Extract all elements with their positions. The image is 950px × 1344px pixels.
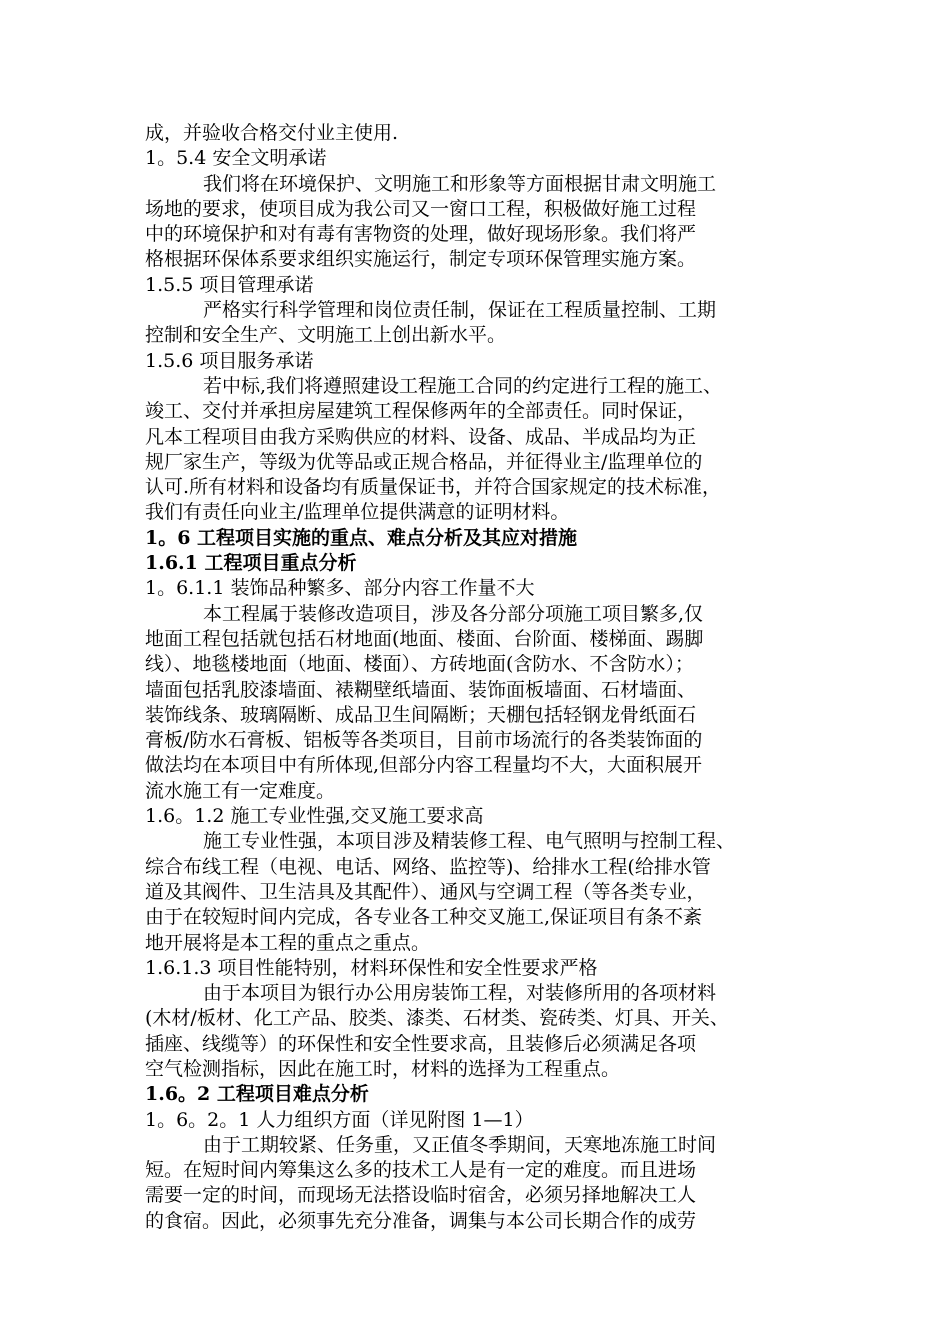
section-heading-1-6: 1。6 工程项目实施的重点、难点分析及其应对措施 [145,526,578,549]
body-text-line: 规厂家生产，等级为优等品或正规合格品，并征得业主/监理单位的 [145,450,703,473]
body-text-line: 的食宿。因此，必须事先充分准备，调集与本公司长期合作的成劳 [145,1209,697,1232]
body-text-line: 格根据环保体系要求组织实施运行，制定专项环保管理实施方案。 [145,248,697,271]
body-text-line: 认可.所有材料和设备均有质量保证书，并符合国家规定的技术标准， [145,476,722,499]
section-heading-1-5-4: 1。5.4 安全文明承诺 [145,147,327,170]
body-text-line: 由于在较短时间内完成，各专业各工种交叉施工,保证项目有条不紊 [145,906,703,929]
body-text-line: 空气检测指标，因此在施工时，材料的选择为工程重点。 [145,1057,621,1080]
body-text-line: 装饰线条、玻璃隔断、成品卫生间隔断；天棚包括轻钢龙骨纸面石 [145,703,697,726]
paragraph-first-line: 施工专业性强，本项目涉及精装修工程、电气照明与控制工程、 [203,830,736,853]
body-text-line: 竣工、交付并承担房屋建筑工程保修两年的全部责任。同时保证， [145,400,697,423]
section-heading-1-6-2: 1.6。2 工程项目难点分析 [145,1083,369,1106]
section-heading-1-5-6: 1.5.6 项目服务承诺 [145,349,314,372]
body-text-line: (木材/板材、化工产品、胶类、漆类、石材类、瓷砖类、灯具、开关、 [145,1007,729,1030]
section-heading-1-6-1-1: 1。6.1.1 装饰品种繁多、部分内容工作量不大 [145,577,535,600]
body-text-line: 我们有责任向业主/监理单位提供满意的证明材料。 [145,501,570,524]
body-text-line: 线）、地毯楼地面（地面、楼面）、方砖地面(含防水、不含防水）； [145,653,694,676]
paragraph-first-line: 由于工期较紧、任务重，又正值冬季期间，天寒地冻施工时间 [203,1133,717,1156]
section-heading-1-6-2-1: 1。6。2。1 人力组织方面（详见附图 1—1） [145,1108,534,1131]
paragraph-first-line: 本工程属于装修改造项目，涉及各分部分项施工项目繁多,仅 [203,602,704,625]
body-text-line: 膏板/防水石膏板、铝板等各类项目，目前市场流行的各类装饰面的 [145,729,703,752]
section-heading-1-5-5: 1.5.5 项目管理承诺 [145,273,314,296]
body-text-line: 需要一定的时间，而现场无法搭设临时宿舍，必须另择地解决工人 [145,1184,697,1207]
paragraph-first-line: 若中标,我们将遵照建设工程施工合同的约定进行工程的施工、 [203,374,723,397]
body-text-line: 墙面包括乳胶漆墙面、裱糊壁纸墙面、装饰面板墙面、石材墙面、 [145,678,697,701]
body-text-line: 成，并验收合格交付业主使用. [145,122,399,144]
body-text-line: 做法均在本项目中有所体现,但部分内容工程量均不大，大面积展开 [145,754,703,777]
body-text-line: 流水施工有一定难度。 [145,779,336,802]
body-text-line: 道及其阀件、卫生洁具及其配件）、通风与空调工程（等各类专业， [145,880,706,903]
paragraph-first-line: 严格实行科学管理和岗位责任制，保证在工程质量控制、工期 [203,299,717,322]
body-text-line: 插座、线缆等）的环保性和安全性要求高，且装修后必须满足各项 [145,1032,697,1055]
paragraph-first-line: 我们将在环境保护、文明施工和形象等方面根据甘肃文明施工 [203,172,717,195]
body-text-line: 短。在短时间内筹集这么多的技术工人是有一定的难度。而且进场 [145,1159,697,1182]
document-page [145,121,815,1234]
body-text-line: 地开展将是本工程的重点之重点。 [145,931,431,954]
body-text-line: 综合布线工程（电视、电话、网络、监控等)、给排水工程(给排水管 [145,855,711,878]
section-heading-1-6-1-2: 1.6。1.2 施工专业性强,交叉施工要求高 [145,805,484,828]
paragraph-first-line: 由于本项目为银行办公用房装饰工程，对装修所用的各项材料 [203,982,717,1005]
body-text-line: 中的环境保护和对有毒有害物资的处理，做好现场形象。我们将严 [145,223,697,246]
section-heading-1-6-1-3: 1.6.1.3 项目性能特别，材料环保性和安全性要求严格 [145,956,598,979]
section-heading-1-6-1: 1.6.1 工程项目重点分析 [145,552,357,575]
body-text-line: 控制和安全生产、文明施工上创出新水平。 [145,324,507,347]
body-text-line: 场地的要求，使项目成为我公司又一窗口工程，积极做好施工过程 [145,197,697,220]
body-text-line: 凡本工程项目由我方采购供应的材料、设备、成品、半成品均为正 [145,425,697,448]
body-text-line: 地面工程包括就包括石材地面(地面、楼面、台阶面、楼梯面、踢脚 [145,627,704,650]
